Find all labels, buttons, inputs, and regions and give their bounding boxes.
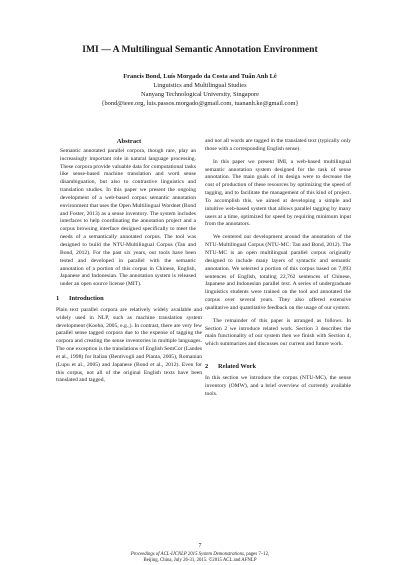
system-name: IMI xyxy=(82,44,99,55)
section-number: 2 xyxy=(205,363,209,371)
affiliation: Linguistics and Multilingual Studies xyxy=(153,82,247,89)
proceedings-pages: , pages 7–12, xyxy=(243,552,270,557)
right-column xyxy=(205,138,351,403)
abstract-text: Semantic annotated parallel corpora, though rare, play an increasingly important role in natural language processing. These corpora provide valuable data for computational tasks like sense-based machine translation and word sense disambiguation, but also to contrastive linguistics and translation studies. In this paper we present the ongoing development of a web-based corpus semantic annotation environment that uses the Open Multilingual Wordnet (Bond and Foster, 2013) as a sense inventory. The system includes interfaces to help coordinating the annotation project and a corpus browsing interface designed specifically to meet the needs of a semantically annotated corpus. The tool was designed to build the NTU-Multilingual Corpus (Tan and Bond, 2012). For the past six years, our tools have been tested and developed in parallel with the semantic annotation of a portion of this corpus in Chinese, English, Japanese and Indonesian. The annotation system is released under an open source license (MIT). xyxy=(60,147,197,288)
body-paragraph: In this paper we present IMI, a web-based multilingual semantic annotation system designed for the task of sense annotation. The main goals of its design were to decrease the cost of production of these resources by optimizing the speed of tagging, and to facilitate the management of this kind of project. To accomplish this, we aimed at developing a simple and intuitive web-based system that allows parallel tagging by many users at a time, optimized for speed by requiring minimum input from the annotators. xyxy=(205,158,351,228)
section-number: 1 xyxy=(56,295,60,303)
title-text: — A Multilingual Semantic Annotation Environment xyxy=(98,44,318,55)
paper-title xyxy=(30,44,370,55)
page-number: 7 xyxy=(198,543,202,549)
body-paragraph: The remainder of this paper is arranged as follows. In Section 2 we introduce related work. Section 3 describes the main functionality of our system then we finish with Section 4, which summarizes and discusses our current and future work. xyxy=(205,317,351,348)
author-names: Francis Bond, Luís Morgado da Costa and Tuấn Anh Lê xyxy=(123,73,277,80)
section-title: Introduction xyxy=(69,295,104,303)
section-heading-introduction xyxy=(56,295,202,303)
proceedings-location: Beijing, China, July 26-31, 2015. ©2015 ACL and AFNLP xyxy=(143,558,257,563)
author-emails: {bond@ieee.org, luis.passos.morgado@gmail.com, tuananh.ke@gmail.com} xyxy=(101,100,299,107)
left-column xyxy=(56,138,202,390)
introduction-paragraph: Plain text parallel corpora are relatively widely available and widely used in NLP, such as machine translation system development (Koehn, 2005, e.g.,). In contrast, there are very few parallel sense tagged corpora due to the expense of tagging the corpora and creating the sense inventories in multiple languages. The one exception is the translations of English SemCor (Landes et al., 1998) for Italian (Bentivogli and Pianta, 2005), Romanian (Lupu et al., 2005) and Japanese (Bond et al., 2012). Even for this corpus, not all of the original English texts have been translated and tagged, xyxy=(56,306,202,384)
body-paragraph: We centered our development around the annotation of the NTU-Multilingual Corpus (NTU-MC: Tan and Bond, 2012). The NTU-MC is an open multilingual parallel corpus originally designed to include many layers of syntactic and semantic annotation. We selected a portion of this corpus based on 7,093 sentences of English, totaling 22,762 sentences of Chinese, Japanese and Indonesian parallel text. A series of undergraduate linguistics students were trained on the tool and annotated the corpus over several years. They also offered extensive qualitative and quantitative feedback on the usage of our system. xyxy=(205,234,351,311)
proceedings-footer xyxy=(0,552,400,564)
proceedings-title: Proceedings of ACL-IJCNLP 2015 System Demonstrations xyxy=(130,552,244,557)
section-title: Related Work xyxy=(218,363,257,371)
university: Nanyang Technological University, Singapore xyxy=(141,91,259,98)
author-block xyxy=(30,72,370,108)
related-work-paragraph: In this section we introduce the corpus (NTU-MC), the sense inventory (OMW), and a brief overview of currently available tools. xyxy=(205,374,351,397)
section-heading-related-work xyxy=(205,363,351,371)
body-paragraph: and not all words are tagged in the translated text (typically only those with a corresponding English sense). xyxy=(205,138,351,152)
abstract-heading: Abstract xyxy=(116,138,142,145)
